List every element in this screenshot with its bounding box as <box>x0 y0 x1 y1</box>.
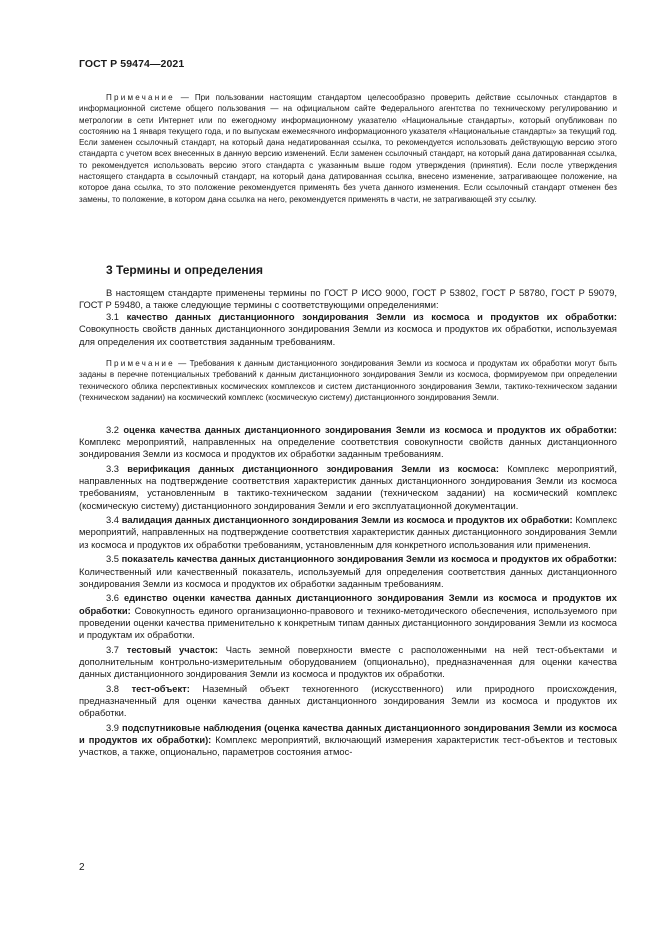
term-note <box>79 358 617 403</box>
reference-note <box>79 92 617 205</box>
note-dash: — <box>174 359 190 368</box>
term-name: тестовый участок: <box>126 644 218 655</box>
note-text: При пользовании настоящим стандартом целесообразно проверить действие ссылочных стандартов в информационной системе общего пользования — на официальном сайте Федерального агентства по техническому регулированию и метрологии в сети Интернет или по ежегодному информационному указателю «Национальные стандарты», который опубликован по состоянию на 1 января текущего года, и по выпускам ежемесячного информационного указателя «Национальные стандарты» за текущий год. Если заменен ссылочный стандарт, на который дана недатированная ссылка, то рекомендуется использовать действующую версию этого стандарта с учетом всех внесенных в данную версию изменений. Если заменен ссылочный стандарт, на который дана датированная ссылка, то рекомендуется использовать версию этого стандарта с указанным выше годом утверждения (принятия). Если после утверждения настоящего стандарта в ссылочный стандарт, на который дана датированная ссылка, внесено изменение, затрагивающее положение, на которое дана ссылка, то это положение рекомендуется применять без учета данного изменения. Если ссылочный стандарт отменен без замены, то положение, в котором дана ссылка на него, рекомендуется применять в части, не затрагивающей эту ссылку. <box>79 93 617 204</box>
terms-list <box>79 424 617 758</box>
term-number: 3.9 <box>106 722 122 733</box>
term-name: показатель качества данных дистанционного зондирования Земли из космоса и продуктов их обработки: <box>121 554 617 565</box>
term-number: 3.6 <box>106 593 124 604</box>
term-definition: Комплекс мероприятий, направленных на подтверждение соответствия характеристик данных дистанционного зондирования Земли из космоса требованиям, установленным в тактико-техническом задании (техническом задании) на космический комплекс (космическую систему) дистанционного зондирования Земли и его эксплуатационной документации. <box>79 464 617 511</box>
term-3-8 <box>79 683 617 719</box>
note-label: Примечание <box>106 359 175 368</box>
term-definition: Комплекс мероприятий, направленных на определение соответствия совокупности свойств данных дистанционного зондирования Земли из космоса и продуктов их обработки заданным требованиям. <box>79 437 617 460</box>
section-body <box>79 287 617 350</box>
term-number: 3.1 <box>106 312 127 323</box>
term-name: оценка качества данных дистанционного зондирования Земли из космоса и продуктов их обработки: <box>123 425 617 435</box>
term-definition: Комплекс мероприятий, направленных на подтверждение соответствия характеристик данных дистанционного зондирования Земли из космоса и продуктов их обработки требованиям, установленным для конкретного использования или применения. <box>79 515 617 550</box>
term-definition: Часть земной поверхности вместе с расположенными на ней тест-объектами и дополнительным контрольно-измерительным оборудованием (опционально), предназначенная для оценки качества данных дистанционного зондирования Земли из космоса и продуктов их обработки. <box>79 644 617 679</box>
term-definition: Совокупность единого организационно-правового и технико-методического обеспечения, используемого при проведении оценки качества применительно к конкретным типам данных дистанционного зондирования Земли из космоса и продуктам их обработки. <box>79 605 617 640</box>
note-dash: — <box>174 93 195 102</box>
term-3-4 <box>79 514 617 550</box>
term-number: 3.5 <box>106 554 122 565</box>
term-name: подспутниковые наблюдения (оценка качества данных дистанционного зондирования Земли из космоса и продуктов их обработки): <box>79 722 618 745</box>
note-text: Требования к данным дистанционного зондирования Земли из космоса и продуктам их обработки могут быть заданы в перечне потенциальных требований к данным дистанционного зондирования Земли из космоса, формируемом при определении технического облика перспективных космических комплексов и систем дистанционного зондирования Земли, тактико-техническом задании (техническом задании) на космический комплекс (космическую систему) дистанционного зондирования Земли. <box>79 359 617 402</box>
note-label: Примечание <box>106 93 175 102</box>
term-definition: Наземный объект техногенного (искусственного) или природного происхождения, предназначенный для оценки качества данных дистанционного зондирования Земли из космоса и продуктов их обработки. <box>79 683 617 718</box>
section-title: 3 Термины и определения <box>106 263 264 277</box>
term-3-1 <box>79 311 617 347</box>
term-number: 3.4 <box>106 515 122 526</box>
term-definition: Комплекс мероприятий, включающий измерения характеристик тест-объектов и тестовых участков, а также, опционально, параметров состояния атмос- <box>79 734 617 758</box>
page-number: 2 <box>79 862 85 873</box>
term-number: 3.3 <box>106 464 128 475</box>
term-name: верификация данных дистанционного зондирования Земли из космоса: <box>127 464 499 475</box>
term-definition: Количественный или качественный показатель, используемый для определения соответствия данных дистанционного зондирования Земли из космоса и продуктов их обработки заданным требованиям. <box>79 566 617 589</box>
term-name: валидация данных дистанционного зондирования Земли из космоса и продуктов их обработки: <box>121 515 573 526</box>
term-3-9 <box>79 722 617 758</box>
term-3-2 <box>79 424 617 460</box>
document-header: ГОСТ Р 59474—2021 <box>79 58 185 70</box>
term-name: качество данных дистанционного зондирования Земли из космоса и продуктов их обработки: <box>126 312 617 323</box>
term-number: 3.8 <box>106 683 132 694</box>
term-3-5 <box>79 553 617 589</box>
term-3-6 <box>79 592 617 641</box>
term-name: единство оценки качества данных дистанционного зондирования Земли из космоса и продуктов их обработки: <box>79 593 617 616</box>
section-intro: В настоящем стандарте применены термины по ГОСТ Р ИСО 9000, ГОСТ Р 53802, ГОСТ Р 58780, ГОСТ Р 59079, ГОСТ Р 59480, а также следующие термины с соответствующими определениями: <box>79 288 617 311</box>
term-3-7 <box>79 644 617 680</box>
term-name: тест-объект: <box>131 683 190 694</box>
term-number: 3.2 <box>106 425 124 435</box>
term-definition: Совокупность свойств данных дистанционного зондирования Земли из космоса и продуктов их обработки, используемая для определения их соответствия заданным требованиям. <box>79 324 617 347</box>
term-3-3 <box>79 463 617 512</box>
term-number: 3.7 <box>106 644 127 655</box>
